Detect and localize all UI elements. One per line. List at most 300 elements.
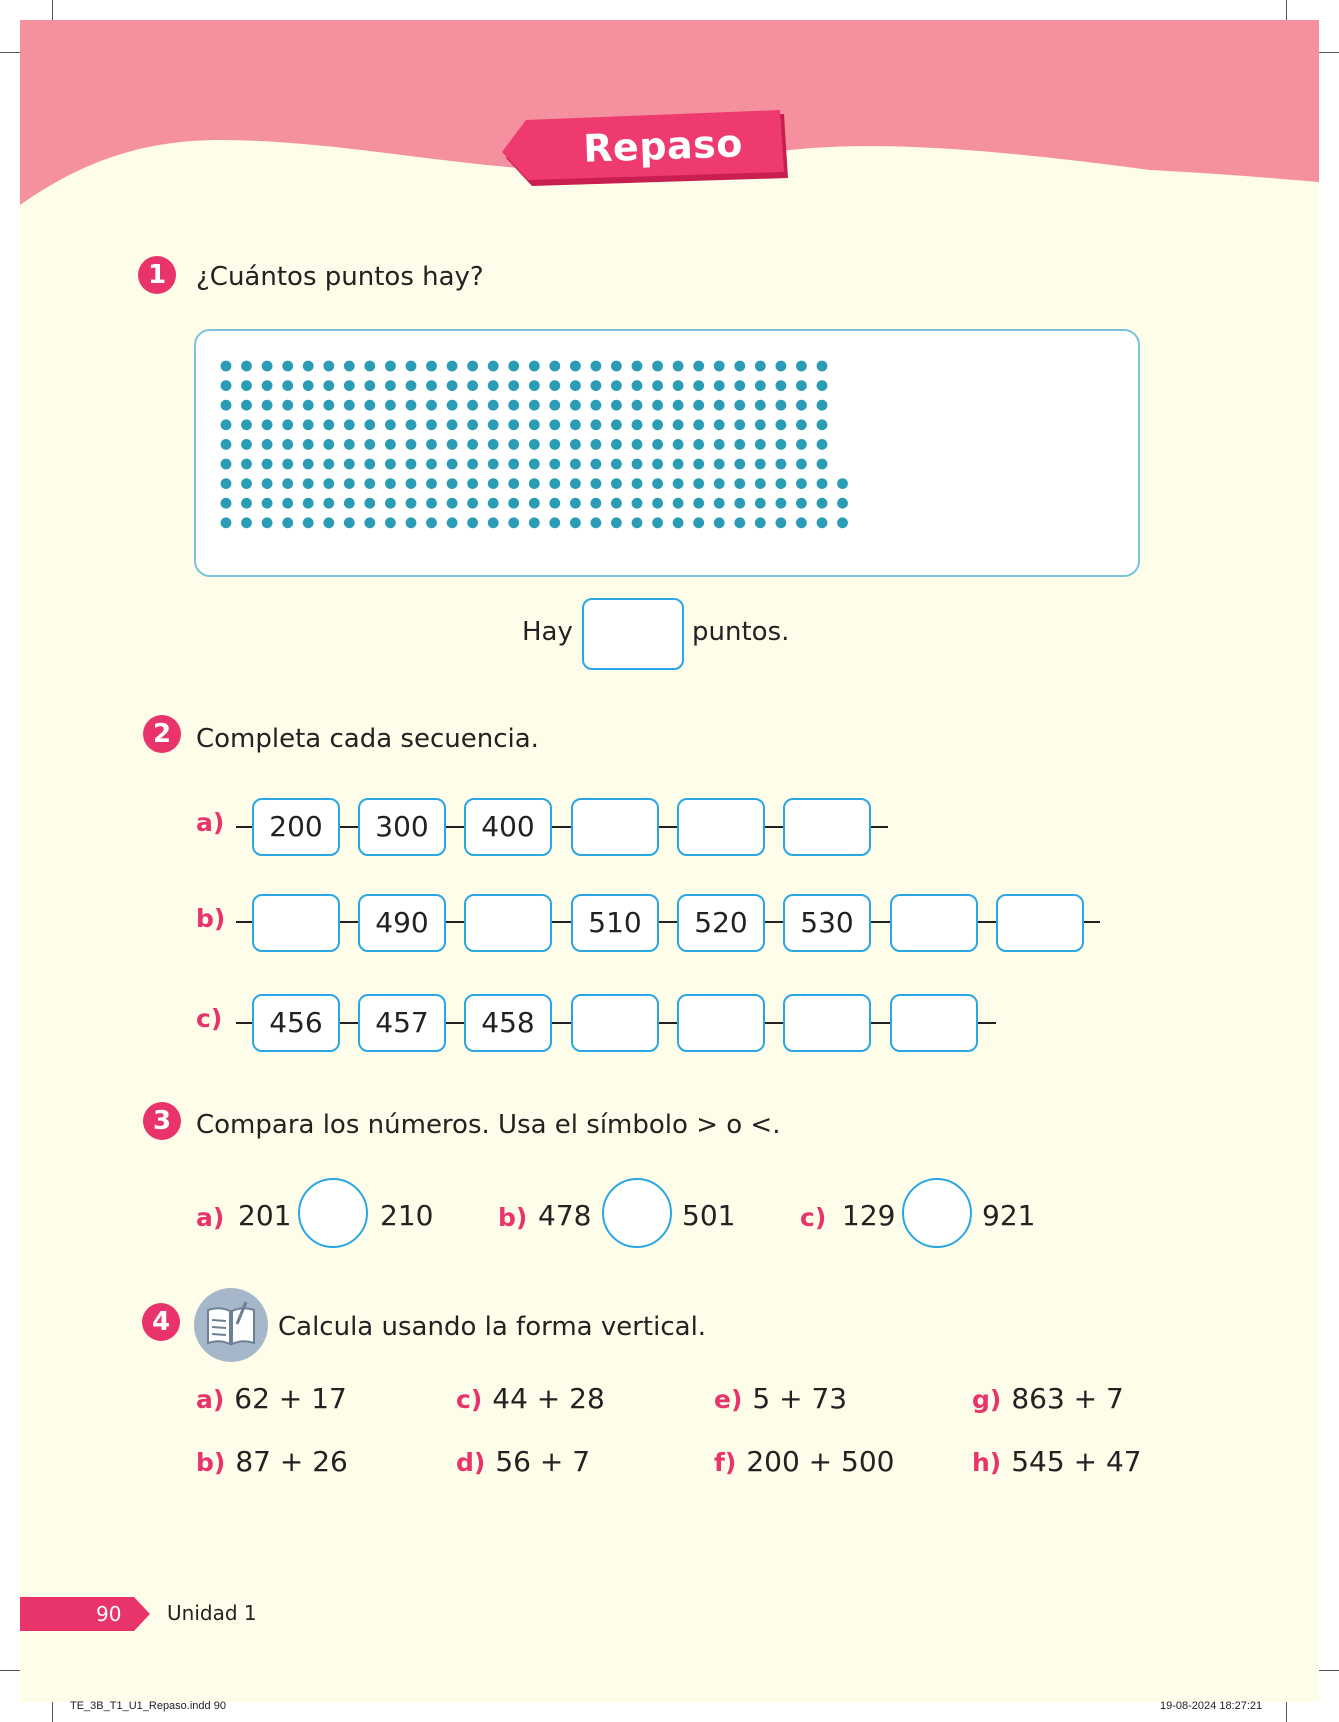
dot (364, 419, 375, 430)
dot (221, 361, 232, 372)
dot (303, 361, 314, 372)
sequence-a-blank-box[interactable] (571, 798, 659, 856)
dot (652, 517, 663, 528)
dot (221, 517, 232, 528)
dot (282, 400, 293, 411)
dot (817, 478, 828, 489)
dot (734, 419, 745, 430)
question-4-prompt: Calcula usando la forma vertical. (278, 1312, 707, 1342)
dot (262, 400, 273, 411)
dot (611, 400, 622, 411)
calc-item-expr: 5 + 73 (752, 1382, 848, 1415)
dot (282, 419, 293, 430)
dot (632, 498, 643, 509)
dot (591, 361, 602, 372)
dot (508, 361, 519, 372)
dot (467, 439, 478, 450)
dot (508, 400, 519, 411)
sequence-c-box: 456 (252, 994, 340, 1052)
dot (693, 400, 704, 411)
calc-item-expr: 545 + 47 (1011, 1445, 1142, 1478)
dot (508, 517, 519, 528)
dot (221, 498, 232, 509)
calc-item (196, 1382, 347, 1415)
dot (549, 498, 560, 509)
dot (488, 380, 499, 391)
compare-c-label: c) (800, 1203, 827, 1232)
compare-b-label: b) (498, 1203, 528, 1232)
dot (714, 439, 725, 450)
dot (817, 459, 828, 470)
dot (364, 459, 375, 470)
dot (755, 400, 766, 411)
dot (447, 478, 458, 489)
dot (467, 498, 478, 509)
dot (714, 459, 725, 470)
dot (262, 439, 273, 450)
sequence-b-blank-box[interactable] (996, 894, 1084, 952)
compare-a-left: 201 (238, 1199, 292, 1232)
compare-b-left: 478 (538, 1199, 592, 1232)
calc-item-label: e) (714, 1385, 743, 1414)
question-1-prompt: ¿Cuántos puntos hay? (196, 262, 484, 292)
sequence-b-box: 490 (358, 894, 446, 952)
dot (467, 478, 478, 489)
dot (344, 400, 355, 411)
dot (221, 400, 232, 411)
dot (673, 459, 684, 470)
dot-count-answer-box[interactable] (582, 598, 684, 670)
dot (796, 380, 807, 391)
dot (488, 439, 499, 450)
dot (529, 459, 540, 470)
dot (529, 361, 540, 372)
calc-item-label: f) (714, 1448, 737, 1477)
dot (611, 498, 622, 509)
dot (549, 419, 560, 430)
dot (734, 459, 745, 470)
dot (570, 517, 581, 528)
calc-item (972, 1382, 1124, 1415)
sequence-c-blank-box[interactable] (571, 994, 659, 1052)
dot (817, 419, 828, 430)
calc-item-label: h) (972, 1448, 1002, 1477)
dot-grid (196, 331, 1138, 575)
dot (303, 380, 314, 391)
dot (364, 361, 375, 372)
dot (776, 439, 787, 450)
dot (262, 361, 273, 372)
answer-suffix: puntos. (692, 617, 790, 647)
calc-item-label: c) (456, 1385, 483, 1414)
sequence-c-box: 458 (464, 994, 552, 1052)
sequence-c-blank-box[interactable] (677, 994, 765, 1052)
dot (406, 517, 417, 528)
dot (447, 419, 458, 430)
sequence-c-blank-box[interactable] (783, 994, 871, 1052)
dot (529, 419, 540, 430)
dot (364, 498, 375, 509)
dot (570, 419, 581, 430)
dot (529, 498, 540, 509)
dot (591, 498, 602, 509)
dot (385, 498, 396, 509)
dot (385, 400, 396, 411)
dot (632, 419, 643, 430)
calc-item-label: b) (196, 1448, 226, 1477)
dot (673, 419, 684, 430)
dot (549, 400, 560, 411)
dot (303, 419, 314, 430)
dot (776, 478, 787, 489)
dot (282, 459, 293, 470)
dot (508, 459, 519, 470)
dot (755, 419, 766, 430)
dot (323, 459, 334, 470)
dot (570, 459, 581, 470)
dot (241, 400, 252, 411)
dot (447, 380, 458, 391)
dot (344, 380, 355, 391)
sequence-a-box: 300 (358, 798, 446, 856)
dot (734, 400, 745, 411)
dot (406, 419, 417, 430)
dot (344, 517, 355, 528)
dot (406, 498, 417, 509)
dot (755, 498, 766, 509)
dot (323, 478, 334, 489)
dot (817, 380, 828, 391)
sequence-b-box: 530 (783, 894, 871, 952)
dot (652, 400, 663, 411)
sequence-c-box: 457 (358, 994, 446, 1052)
dot (652, 498, 663, 509)
dot (714, 400, 725, 411)
dot (282, 380, 293, 391)
sequence-a-blank-box[interactable] (783, 798, 871, 856)
dot (241, 419, 252, 430)
sequence-a-blank-box[interactable] (677, 798, 765, 856)
dot (796, 459, 807, 470)
dot (714, 498, 725, 509)
page-number-tab (20, 1597, 150, 1631)
dot (734, 478, 745, 489)
dot (262, 517, 273, 528)
dot (796, 400, 807, 411)
question-3-prompt: Compara los números. Usa el símbolo > o <. (196, 1110, 781, 1140)
dot (426, 498, 437, 509)
dot (323, 400, 334, 411)
dot (447, 400, 458, 411)
dot (549, 439, 560, 450)
calc-item-label: a) (196, 1385, 225, 1414)
dot (611, 459, 622, 470)
dot (652, 439, 663, 450)
question-2-badge: 2 (143, 715, 181, 753)
dot (591, 419, 602, 430)
sequence-a-box: 200 (252, 798, 340, 856)
dot (796, 439, 807, 450)
dot (734, 439, 745, 450)
compare-a-right: 210 (380, 1199, 434, 1232)
dot (570, 478, 581, 489)
dot (693, 419, 704, 430)
dot (755, 517, 766, 528)
dot (673, 361, 684, 372)
dot (570, 361, 581, 372)
compare-a-symbol-circle[interactable] (298, 1178, 368, 1248)
dot (776, 400, 787, 411)
dot (426, 517, 437, 528)
dot (508, 439, 519, 450)
sequence-c-label: c) (196, 1004, 223, 1033)
dot (673, 400, 684, 411)
dot (796, 361, 807, 372)
dot (406, 478, 417, 489)
dot (467, 419, 478, 430)
dot (817, 361, 828, 372)
sequence-c-blank-box[interactable] (890, 994, 978, 1052)
dot (570, 400, 581, 411)
dot (344, 498, 355, 509)
dot (693, 459, 704, 470)
dot (241, 478, 252, 489)
answer-prefix: Hay (522, 617, 573, 647)
sequence-a-label: a) (196, 808, 225, 837)
dot (755, 361, 766, 372)
dot (652, 478, 663, 489)
calc-item (714, 1382, 847, 1415)
notebook-pencil-icon (194, 1288, 268, 1362)
dot (323, 361, 334, 372)
dot (529, 517, 540, 528)
dot (323, 498, 334, 509)
calc-item-expr: 62 + 17 (234, 1382, 347, 1415)
dot (837, 478, 848, 489)
dot (406, 439, 417, 450)
dot (591, 380, 602, 391)
dot (426, 400, 437, 411)
dot (693, 380, 704, 391)
dot (776, 517, 787, 528)
dot (529, 439, 540, 450)
dot (755, 478, 766, 489)
dot (652, 361, 663, 372)
dot (323, 419, 334, 430)
dot (406, 400, 417, 411)
dot (282, 498, 293, 509)
dot (241, 361, 252, 372)
dot (241, 439, 252, 450)
dot (282, 478, 293, 489)
dot (549, 517, 560, 528)
dot (262, 380, 273, 391)
dot (632, 459, 643, 470)
dot (673, 517, 684, 528)
dot (611, 361, 622, 372)
sequence-b-box: 510 (571, 894, 659, 952)
calc-item-expr: 87 + 26 (235, 1445, 348, 1478)
dot (652, 459, 663, 470)
dot (488, 419, 499, 430)
calc-item-label: g) (972, 1385, 1002, 1414)
dot (817, 439, 828, 450)
dot (221, 419, 232, 430)
calc-item-label: d) (456, 1448, 486, 1477)
dot (673, 439, 684, 450)
dot (426, 459, 437, 470)
dot (344, 459, 355, 470)
dot (385, 439, 396, 450)
dot (385, 361, 396, 372)
dot (632, 478, 643, 489)
crop-mark (1317, 1670, 1339, 1671)
dot (611, 517, 622, 528)
dot (632, 439, 643, 450)
dot (549, 380, 560, 391)
dot (406, 459, 417, 470)
sequence-a-box: 400 (464, 798, 552, 856)
dot (282, 517, 293, 528)
dot (364, 439, 375, 450)
slug-date: 19-08-2024 18:27:21 (1160, 1700, 1263, 1712)
question-4-badge: 4 (142, 1303, 180, 1341)
dot (611, 380, 622, 391)
compare-c-symbol-circle[interactable] (902, 1178, 972, 1248)
calc-item (196, 1445, 348, 1478)
dot (652, 380, 663, 391)
calc-item (972, 1445, 1142, 1478)
dot (447, 498, 458, 509)
dot (488, 498, 499, 509)
slug-filename: TE_3B_T1_U1_Repaso.indd 90 (70, 1700, 226, 1712)
sequence-b-blank-box[interactable] (890, 894, 978, 952)
calc-item-expr: 44 + 28 (492, 1382, 605, 1415)
dot (776, 459, 787, 470)
dot (385, 419, 396, 430)
dot (447, 439, 458, 450)
dot (570, 380, 581, 391)
dot (508, 380, 519, 391)
dot (817, 498, 828, 509)
dot (611, 419, 622, 430)
dot (755, 459, 766, 470)
dot (734, 380, 745, 391)
dot (776, 380, 787, 391)
dot (611, 439, 622, 450)
dot (262, 498, 273, 509)
dot (796, 498, 807, 509)
dot (447, 459, 458, 470)
dot (262, 459, 273, 470)
dot (796, 517, 807, 528)
dot (241, 517, 252, 528)
dot (262, 478, 273, 489)
dot (488, 400, 499, 411)
dot (488, 361, 499, 372)
crop-mark (1286, 1700, 1287, 1722)
dot (632, 380, 643, 391)
sequence-b-label: b) (196, 904, 226, 933)
dot (364, 380, 375, 391)
dot (241, 459, 252, 470)
question-3-badge: 3 (143, 1102, 181, 1140)
dot (529, 380, 540, 391)
dot (508, 498, 519, 509)
dot (591, 400, 602, 411)
dot (570, 439, 581, 450)
sequence-b-blank-box[interactable] (464, 894, 552, 952)
compare-b-symbol-circle[interactable] (602, 1178, 672, 1248)
dot (734, 517, 745, 528)
dot (549, 459, 560, 470)
compare-a-label: a) (196, 1203, 225, 1232)
compare-c-right: 921 (982, 1199, 1036, 1232)
dot (303, 517, 314, 528)
dot (344, 419, 355, 430)
dot (262, 419, 273, 430)
dot (693, 498, 704, 509)
dot (303, 400, 314, 411)
dot (282, 439, 293, 450)
dot (508, 419, 519, 430)
dot (303, 439, 314, 450)
dot (221, 459, 232, 470)
dot (303, 478, 314, 489)
calc-item-expr: 200 + 500 (746, 1445, 895, 1478)
dot (837, 498, 848, 509)
dot (467, 517, 478, 528)
dot (714, 380, 725, 391)
dot (426, 439, 437, 450)
dot (508, 478, 519, 489)
crop-mark (0, 1670, 22, 1671)
dot (632, 361, 643, 372)
dot (714, 419, 725, 430)
dot (632, 517, 643, 528)
sequence-b-box: 520 (677, 894, 765, 952)
dot (385, 380, 396, 391)
dot (673, 478, 684, 489)
dot (714, 517, 725, 528)
dot (776, 498, 787, 509)
dot (323, 439, 334, 450)
compare-b-right: 501 (682, 1199, 736, 1232)
dot (817, 400, 828, 411)
dot (632, 400, 643, 411)
dot (241, 498, 252, 509)
dot (447, 361, 458, 372)
dot (817, 517, 828, 528)
calc-item (456, 1445, 590, 1478)
compare-c-left: 129 (842, 1199, 896, 1232)
dot (447, 517, 458, 528)
calc-item-expr: 863 + 7 (1011, 1382, 1124, 1415)
dot (385, 478, 396, 489)
dot (426, 419, 437, 430)
sequence-b-blank-box[interactable] (252, 894, 340, 952)
dot (364, 478, 375, 489)
dot (591, 459, 602, 470)
dot (467, 459, 478, 470)
dot (467, 361, 478, 372)
dot (385, 517, 396, 528)
dot (693, 478, 704, 489)
page-number: 90 (96, 1602, 122, 1626)
dot (673, 498, 684, 509)
dot (776, 361, 787, 372)
dot (221, 439, 232, 450)
